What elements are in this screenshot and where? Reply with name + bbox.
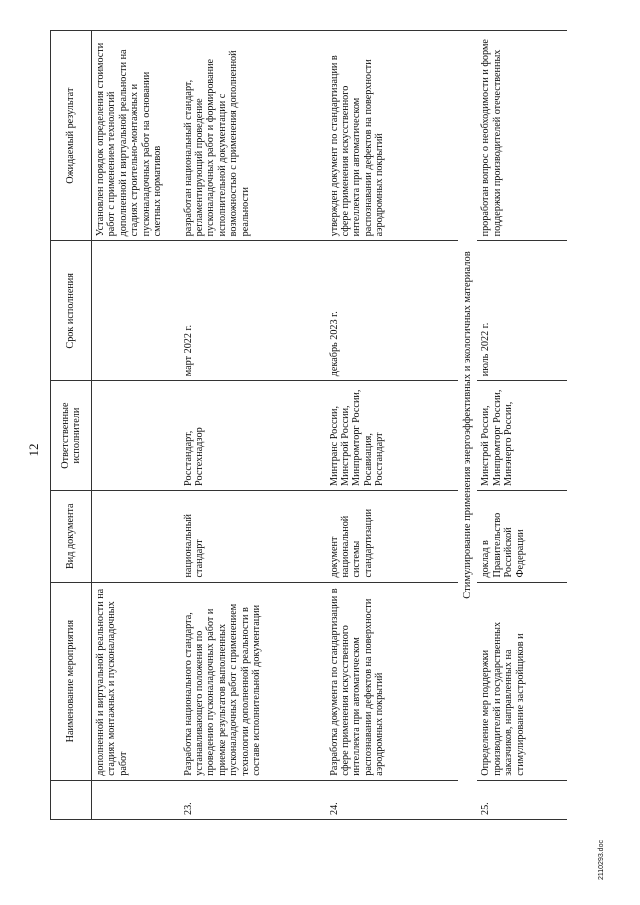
header-name: Наименование мероприятия — [51, 582, 92, 780]
header-result: Ожидаемый результат — [51, 31, 92, 241]
row-result: Установлен порядок определения стоимости работ с применением технологий дополненной и виртуальной реальности на стадиях строительно-монтажных и пусконаладочных работ на основании сметных нормативов — [92, 31, 180, 241]
row-doc-type: документ национальной системы стандартизации — [326, 490, 458, 582]
table-header-row — [51, 31, 92, 820]
row-responsible: Минтранс России, Минстрой России, Минпромторг России, Росавиация, Росстандарт — [326, 381, 458, 491]
row-doc-type — [92, 490, 180, 582]
document-id: 2110293.doc — [598, 840, 605, 880]
table-row — [477, 31, 567, 820]
row-deadline — [92, 241, 180, 381]
row-num — [92, 780, 180, 819]
row-name: Определение мер поддержки производителей и государственных заказчиков, направленных на стимулирование застройщиков и — [477, 582, 567, 780]
header-num — [51, 780, 92, 819]
row-result: разработан национальный стандарт, регламентирующий проведение пусконаладочных работ и формирование исполнительной документации с возможностью с применения дополненной реальности — [180, 31, 326, 241]
row-result: утвержден документ по стандартизации в сфере применения искусственного интеллекта при автоматическом распознавании дефектов на поверхности аэродромных покрытий — [326, 31, 458, 241]
header-doc-type: Вид документа — [51, 490, 92, 582]
row-doc-type: доклад в Правительство Российской Федерации — [477, 490, 567, 582]
row-name: Разработка документа по стандартизации в сфере применения искусственного интеллекта при автоматическом распознавании дефектов на поверхности аэродромных покрытий — [326, 582, 458, 780]
row-responsible: Росстандарт, Ростехнадзор — [180, 381, 326, 491]
row-num: 24. — [326, 780, 458, 819]
table-row — [180, 31, 326, 820]
row-num: 25. — [477, 780, 567, 819]
measures-table — [50, 30, 567, 820]
table-row — [326, 31, 458, 820]
header-responsible: Ответственные исполнители — [51, 381, 92, 491]
page-number: 12 — [26, 443, 41, 457]
table-row — [92, 31, 180, 820]
row-doc-type: национальный стандарт — [180, 490, 326, 582]
row-name: Разработка национального стандарта, устанавливающего положения по проведению пусконаладочных работ и приемке результатов выполненных пусконаладочных работ с применением технологии дополненной реальности в составе исполнительной документации — [180, 582, 326, 780]
header-deadline: Срок исполнения — [51, 241, 92, 381]
row-responsible — [92, 381, 180, 491]
row-responsible: Минстрой России, Минпромторг России, Минэнерго России, — [477, 381, 567, 491]
row-num: 23. — [180, 780, 326, 819]
section-row — [458, 31, 478, 820]
row-deadline: декабрь 2023 г. — [326, 241, 458, 381]
row-name: дополненной и виртуальной реальности на стадиях монтажных и пусконаладочных работ — [92, 582, 180, 780]
rotated-content — [20, 20, 620, 880]
row-deadline: июль 2022 г. — [477, 241, 567, 381]
row-result: проработан вопрос о необходимости и форме поддержки производителей отечественных — [477, 31, 567, 241]
section-title: Стимулирование применения энергоэффективных и экологичных материалов — [458, 31, 478, 820]
row-deadline: март 2022 г. — [180, 241, 326, 381]
